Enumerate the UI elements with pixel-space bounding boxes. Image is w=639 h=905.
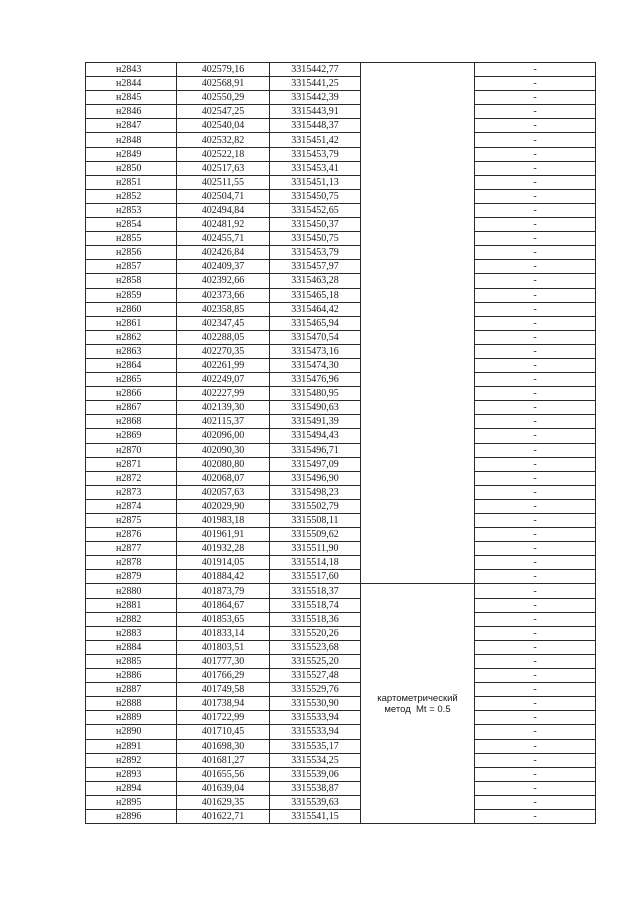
x-coordinate-cell: 402288,05: [177, 330, 270, 344]
coordinates-table: [85, 62, 596, 824]
point-name-cell: н2863: [86, 344, 177, 358]
table-row: [86, 683, 596, 697]
point-name-cell: н2881: [86, 598, 177, 612]
y-coordinate-cell: 3315517,60: [270, 570, 361, 584]
y-coordinate-cell: 3315457,97: [270, 260, 361, 274]
table-row: [86, 697, 596, 711]
x-coordinate-cell: 402373,66: [177, 288, 270, 302]
x-coordinate-cell: 402068,07: [177, 471, 270, 485]
y-coordinate-cell: 3315491,39: [270, 415, 361, 429]
x-coordinate-cell: 402579,16: [177, 63, 270, 77]
x-coordinate-cell: 402347,45: [177, 316, 270, 330]
method-cell: [361, 584, 475, 824]
table-row: [86, 387, 596, 401]
point-name-cell: н2884: [86, 640, 177, 654]
y-coordinate-cell: 3315448,37: [270, 119, 361, 133]
point-name-cell: н2871: [86, 457, 177, 471]
point-name-cell: н2875: [86, 514, 177, 528]
note-cell: -: [475, 218, 596, 232]
y-coordinate-cell: 3315451,42: [270, 133, 361, 147]
x-coordinate-cell: 402096,00: [177, 429, 270, 443]
note-cell: -: [475, 415, 596, 429]
table-row: [86, 302, 596, 316]
point-name-cell: н2895: [86, 795, 177, 809]
note-cell: -: [475, 260, 596, 274]
point-name-cell: н2890: [86, 725, 177, 739]
table-row: [86, 485, 596, 499]
point-name-cell: н2886: [86, 669, 177, 683]
point-name-cell: н2860: [86, 302, 177, 316]
x-coordinate-cell: 402540,04: [177, 119, 270, 133]
x-coordinate-cell: 402547,25: [177, 105, 270, 119]
point-name-cell: н2865: [86, 373, 177, 387]
point-name-cell: н2846: [86, 105, 177, 119]
note-cell: -: [475, 358, 596, 372]
y-coordinate-cell: 3315511,90: [270, 542, 361, 556]
method-cell-empty: [361, 63, 475, 584]
x-coordinate-cell: 401622,71: [177, 809, 270, 823]
point-name-cell: н2856: [86, 246, 177, 260]
x-coordinate-cell: 402511,55: [177, 175, 270, 189]
x-coordinate-cell: 401698,30: [177, 739, 270, 753]
x-coordinate-cell: 401681,27: [177, 753, 270, 767]
x-coordinate-cell: 401864,67: [177, 598, 270, 612]
note-cell: -: [475, 485, 596, 499]
x-coordinate-cell: 401738,94: [177, 697, 270, 711]
table-row: [86, 499, 596, 513]
y-coordinate-cell: 3315518,74: [270, 598, 361, 612]
table-row: [86, 330, 596, 344]
table-row: [86, 471, 596, 485]
note-cell: -: [475, 401, 596, 415]
y-coordinate-cell: 3315450,37: [270, 218, 361, 232]
point-name-cell: н2843: [86, 63, 177, 77]
note-cell: -: [475, 654, 596, 668]
point-name-cell: н2893: [86, 767, 177, 781]
x-coordinate-cell: 402392,66: [177, 274, 270, 288]
x-coordinate-cell: 402057,63: [177, 485, 270, 499]
x-coordinate-cell: 401722,99: [177, 711, 270, 725]
note-cell: -: [475, 77, 596, 91]
note-cell: -: [475, 105, 596, 119]
table-row: [86, 373, 596, 387]
table-row: [86, 809, 596, 823]
y-coordinate-cell: 3315535,17: [270, 739, 361, 753]
y-coordinate-cell: 3315534,25: [270, 753, 361, 767]
y-coordinate-cell: 3315502,79: [270, 499, 361, 513]
table-row: [86, 91, 596, 105]
x-coordinate-cell: 401766,29: [177, 669, 270, 683]
table-row: [86, 246, 596, 260]
y-coordinate-cell: 3315480,95: [270, 387, 361, 401]
table-row: [86, 161, 596, 175]
x-coordinate-cell: 402358,85: [177, 302, 270, 316]
x-coordinate-cell: 402426,84: [177, 246, 270, 260]
y-coordinate-cell: 3315470,54: [270, 330, 361, 344]
note-cell: -: [475, 316, 596, 330]
x-coordinate-cell: 401884,42: [177, 570, 270, 584]
table-row: [86, 344, 596, 358]
y-coordinate-cell: 3315539,06: [270, 767, 361, 781]
note-cell: -: [475, 640, 596, 654]
point-name-cell: н2876: [86, 528, 177, 542]
note-cell: -: [475, 584, 596, 598]
point-name-cell: н2851: [86, 175, 177, 189]
x-coordinate-cell: 402494,84: [177, 203, 270, 217]
note-cell: -: [475, 457, 596, 471]
x-coordinate-cell: 402568,91: [177, 77, 270, 91]
point-name-cell: н2848: [86, 133, 177, 147]
table-row: [86, 415, 596, 429]
note-cell: -: [475, 683, 596, 697]
note-cell: -: [475, 119, 596, 133]
point-name-cell: н2891: [86, 739, 177, 753]
y-coordinate-cell: 3315490,63: [270, 401, 361, 415]
table-row: [86, 429, 596, 443]
x-coordinate-cell: 401710,45: [177, 725, 270, 739]
note-cell: -: [475, 725, 596, 739]
y-coordinate-cell: 3315496,90: [270, 471, 361, 485]
table-row: [86, 175, 596, 189]
x-coordinate-cell: 402080,80: [177, 457, 270, 471]
y-coordinate-cell: 3315463,28: [270, 274, 361, 288]
note-cell: -: [475, 288, 596, 302]
table-row: [86, 63, 596, 77]
table-row: [86, 147, 596, 161]
note-cell: -: [475, 697, 596, 711]
note-cell: -: [475, 711, 596, 725]
note-cell: -: [475, 330, 596, 344]
point-name-cell: н2854: [86, 218, 177, 232]
y-coordinate-cell: 3315453,79: [270, 147, 361, 161]
note-cell: -: [475, 528, 596, 542]
y-coordinate-cell: 3315529,76: [270, 683, 361, 697]
x-coordinate-cell: 402522,18: [177, 147, 270, 161]
y-coordinate-cell: 3315523,68: [270, 640, 361, 654]
x-coordinate-cell: 402029,90: [177, 499, 270, 513]
table-row: [86, 77, 596, 91]
x-coordinate-cell: 401983,18: [177, 514, 270, 528]
note-cell: -: [475, 570, 596, 584]
point-name-cell: н2869: [86, 429, 177, 443]
table-row: [86, 753, 596, 767]
note-cell: -: [475, 542, 596, 556]
x-coordinate-cell: 401853,65: [177, 612, 270, 626]
x-coordinate-cell: 402532,82: [177, 133, 270, 147]
point-name-cell: н2872: [86, 471, 177, 485]
point-name-cell: н2864: [86, 358, 177, 372]
x-coordinate-cell: 401833,14: [177, 626, 270, 640]
y-coordinate-cell: 3315539,63: [270, 795, 361, 809]
method-accuracy: метод Mt = 0.5: [384, 703, 451, 715]
table-row: [86, 654, 596, 668]
table-row: [86, 626, 596, 640]
x-coordinate-cell: 402249,07: [177, 373, 270, 387]
table-row: [86, 203, 596, 217]
table-row: [86, 288, 596, 302]
y-coordinate-cell: 3315453,79: [270, 246, 361, 260]
note-cell: -: [475, 133, 596, 147]
point-name-cell: н2858: [86, 274, 177, 288]
y-coordinate-cell: 3315494,43: [270, 429, 361, 443]
table-row: [86, 598, 596, 612]
note-cell: -: [475, 175, 596, 189]
point-name-cell: н2868: [86, 415, 177, 429]
table-row: [86, 218, 596, 232]
table-row: [86, 401, 596, 415]
x-coordinate-cell: 402115,37: [177, 415, 270, 429]
point-name-cell: н2870: [86, 443, 177, 457]
point-name-cell: н2887: [86, 683, 177, 697]
table-row: [86, 358, 596, 372]
point-name-cell: н2892: [86, 753, 177, 767]
table-row: [86, 640, 596, 654]
table-row: [86, 612, 596, 626]
x-coordinate-cell: 401639,04: [177, 781, 270, 795]
x-coordinate-cell: 402139,30: [177, 401, 270, 415]
note-cell: -: [475, 753, 596, 767]
y-coordinate-cell: 3315497,09: [270, 457, 361, 471]
point-name-cell: н2849: [86, 147, 177, 161]
method-name: картометрический: [377, 692, 458, 704]
y-coordinate-cell: 3315518,37: [270, 584, 361, 598]
note-cell: -: [475, 598, 596, 612]
note-cell: -: [475, 387, 596, 401]
note-cell: -: [475, 809, 596, 823]
y-coordinate-cell: 3315520,26: [270, 626, 361, 640]
table-row: [86, 570, 596, 584]
y-coordinate-cell: 3315465,18: [270, 288, 361, 302]
y-coordinate-cell: 3315451,13: [270, 175, 361, 189]
point-name-cell: н2889: [86, 711, 177, 725]
x-coordinate-cell: 402517,63: [177, 161, 270, 175]
y-coordinate-cell: 3315441,25: [270, 77, 361, 91]
point-name-cell: н2852: [86, 189, 177, 203]
x-coordinate-cell: 401655,56: [177, 767, 270, 781]
table-row: [86, 725, 596, 739]
point-name-cell: н2888: [86, 697, 177, 711]
note-cell: -: [475, 669, 596, 683]
x-coordinate-cell: 401629,35: [177, 795, 270, 809]
table-row: [86, 584, 596, 598]
note-cell: -: [475, 147, 596, 161]
table-row: [86, 711, 596, 725]
note-cell: -: [475, 302, 596, 316]
note-cell: -: [475, 232, 596, 246]
point-name-cell: н2883: [86, 626, 177, 640]
x-coordinate-cell: 401873,79: [177, 584, 270, 598]
y-coordinate-cell: 3315533,94: [270, 725, 361, 739]
table-row: [86, 105, 596, 119]
note-cell: -: [475, 344, 596, 358]
note-cell: -: [475, 429, 596, 443]
y-coordinate-cell: 3315443,91: [270, 105, 361, 119]
y-coordinate-cell: 3315450,75: [270, 189, 361, 203]
y-coordinate-cell: 3315496,71: [270, 443, 361, 457]
y-coordinate-cell: 3315450,75: [270, 232, 361, 246]
table-row: [86, 457, 596, 471]
y-coordinate-cell: 3315498,23: [270, 485, 361, 499]
point-name-cell: н2861: [86, 316, 177, 330]
note-cell: -: [475, 189, 596, 203]
point-name-cell: н2896: [86, 809, 177, 823]
y-coordinate-cell: 3315452,65: [270, 203, 361, 217]
x-coordinate-cell: 401961,91: [177, 528, 270, 542]
note-cell: -: [475, 781, 596, 795]
point-name-cell: н2873: [86, 485, 177, 499]
y-coordinate-cell: 3315514,18: [270, 556, 361, 570]
point-name-cell: н2882: [86, 612, 177, 626]
table-row: [86, 260, 596, 274]
table-row: [86, 232, 596, 246]
x-coordinate-cell: 402261,99: [177, 358, 270, 372]
note-cell: -: [475, 739, 596, 753]
point-name-cell: н2880: [86, 584, 177, 598]
note-cell: -: [475, 795, 596, 809]
point-name-cell: н2874: [86, 499, 177, 513]
table-row: [86, 542, 596, 556]
x-coordinate-cell: 402481,92: [177, 218, 270, 232]
point-name-cell: н2879: [86, 570, 177, 584]
point-name-cell: н2847: [86, 119, 177, 133]
y-coordinate-cell: 3315442,39: [270, 91, 361, 105]
x-coordinate-cell: 402090,30: [177, 443, 270, 457]
y-coordinate-cell: 3315508,11: [270, 514, 361, 528]
note-cell: -: [475, 556, 596, 570]
point-name-cell: н2878: [86, 556, 177, 570]
y-coordinate-cell: 3315476,96: [270, 373, 361, 387]
note-cell: -: [475, 161, 596, 175]
y-coordinate-cell: 3315541,15: [270, 809, 361, 823]
y-coordinate-cell: 3315442,77: [270, 63, 361, 77]
y-coordinate-cell: 3315525,20: [270, 654, 361, 668]
table-row: [86, 119, 596, 133]
note-cell: -: [475, 373, 596, 387]
x-coordinate-cell: 402504,71: [177, 189, 270, 203]
note-cell: -: [475, 499, 596, 513]
note-cell: -: [475, 91, 596, 105]
x-coordinate-cell: 401914,05: [177, 556, 270, 570]
x-coordinate-cell: 402550,29: [177, 91, 270, 105]
table-row: [86, 739, 596, 753]
note-cell: -: [475, 203, 596, 217]
x-coordinate-cell: 402409,37: [177, 260, 270, 274]
point-name-cell: н2885: [86, 654, 177, 668]
table-row: [86, 274, 596, 288]
table-row: [86, 795, 596, 809]
point-name-cell: н2844: [86, 77, 177, 91]
point-name-cell: н2857: [86, 260, 177, 274]
table-row: [86, 514, 596, 528]
x-coordinate-cell: 401803,51: [177, 640, 270, 654]
x-coordinate-cell: 401749,58: [177, 683, 270, 697]
note-cell: -: [475, 471, 596, 485]
point-name-cell: н2859: [86, 288, 177, 302]
y-coordinate-cell: 3315538,87: [270, 781, 361, 795]
table-row: [86, 669, 596, 683]
y-coordinate-cell: 3315527,48: [270, 669, 361, 683]
note-cell: -: [475, 443, 596, 457]
note-cell: -: [475, 246, 596, 260]
note-cell: -: [475, 612, 596, 626]
y-coordinate-cell: 3315533,94: [270, 711, 361, 725]
table-row: [86, 443, 596, 457]
note-cell: -: [475, 63, 596, 77]
y-coordinate-cell: 3315473,16: [270, 344, 361, 358]
table-row: [86, 528, 596, 542]
y-coordinate-cell: 3315509,62: [270, 528, 361, 542]
point-name-cell: н2855: [86, 232, 177, 246]
method-description: [361, 693, 474, 715]
x-coordinate-cell: 402455,71: [177, 232, 270, 246]
y-coordinate-cell: 3315453,41: [270, 161, 361, 175]
point-name-cell: н2850: [86, 161, 177, 175]
point-name-cell: н2853: [86, 203, 177, 217]
point-name-cell: н2877: [86, 542, 177, 556]
y-coordinate-cell: 3315474,30: [270, 358, 361, 372]
y-coordinate-cell: 3315518,36: [270, 612, 361, 626]
coordinates-table-body: [86, 63, 596, 824]
point-name-cell: н2866: [86, 387, 177, 401]
table-row: [86, 189, 596, 203]
note-cell: -: [475, 626, 596, 640]
note-cell: -: [475, 767, 596, 781]
note-cell: -: [475, 274, 596, 288]
point-name-cell: н2894: [86, 781, 177, 795]
table-row: [86, 767, 596, 781]
y-coordinate-cell: 3315465,94: [270, 316, 361, 330]
y-coordinate-cell: 3315530,90: [270, 697, 361, 711]
point-name-cell: н2867: [86, 401, 177, 415]
x-coordinate-cell: 402270,35: [177, 344, 270, 358]
x-coordinate-cell: 401777,30: [177, 654, 270, 668]
x-coordinate-cell: 402227,99: [177, 387, 270, 401]
y-coordinate-cell: 3315464,42: [270, 302, 361, 316]
point-name-cell: н2845: [86, 91, 177, 105]
table-row: [86, 556, 596, 570]
note-cell: -: [475, 514, 596, 528]
table-row: [86, 781, 596, 795]
table-row: [86, 316, 596, 330]
point-name-cell: н2862: [86, 330, 177, 344]
table-row: [86, 133, 596, 147]
x-coordinate-cell: 401932,28: [177, 542, 270, 556]
